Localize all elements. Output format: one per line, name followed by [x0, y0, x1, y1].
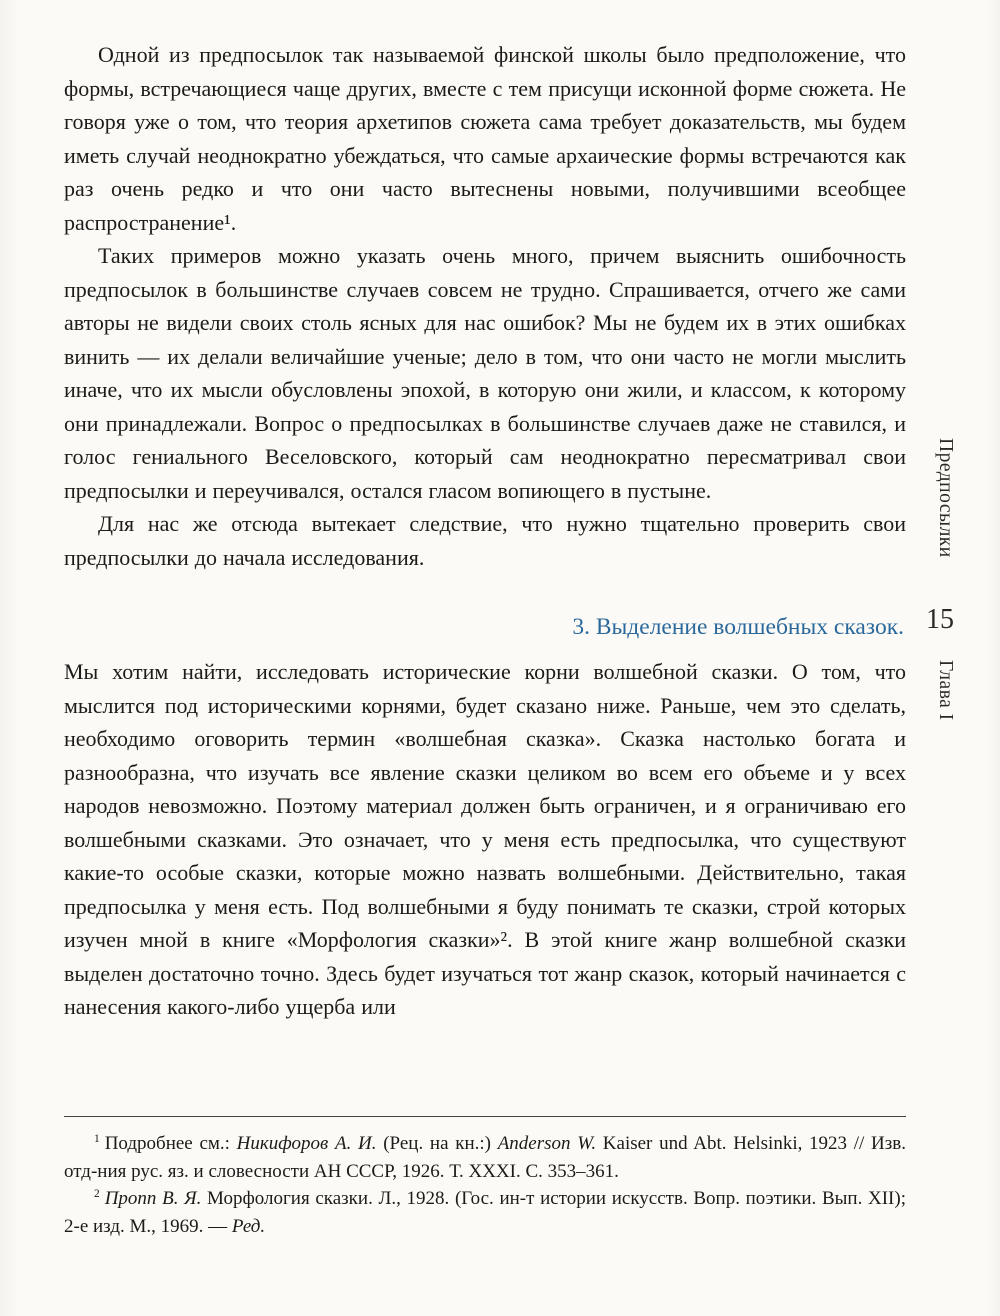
right-margin-column [920, 0, 984, 1316]
footnote-1-run-5: Kaiser und Abt. Helsinki, 1923 // Изв. отд-ния рус. яз. и словесности АН СССР, 1926. Т. XXXI. С. 353–361. [64, 1133, 906, 1182]
footnote-1-run-2-author: Никифоров А. И. [236, 1133, 377, 1154]
footnote-2-run-1-author: Пропп В. Я. [104, 1188, 202, 1209]
footnotes-block [64, 1116, 906, 1240]
footnote-1 [64, 1130, 906, 1185]
footnote-1-run-3: (Рец. на кн.:) [376, 1133, 498, 1154]
footnote-separator [64, 1116, 906, 1117]
running-header: Предпосылки [935, 438, 956, 558]
body-paragraph-4: Мы хотим найти, исследовать исторические корни волшебной сказки. О том, что мыслится под историческими корнями, будет сказано ниже. Раньше, чем это сделать, необходимо оговорить термин «волшебная сказка». Сказка настолько богата и разнообразна, что изучать все явление сказки целиком во всем его объеме и у всех народов невозможно. Поэтому материал должен быть ограничен, и я ограничиваю его волшебными сказками. Это означает, что у меня есть предпосылка, что существуют какие-то особые сказки, которые можно назвать волшебными. Действительно, такая предпосылка у меня есть. Под волшебными я буду понимать те сказки, строй которых изучен мной в книге «Морфология сказки»². В этой книге жанр волшебной сказки выделен достаточно точно. Здесь будет изучаться тот жанр сказок, который начинается с нанесения какого-либо ущерба или [64, 659, 906, 1019]
body-paragraph-2: Таких примеров можно указать очень много, причем выяснить ошибочность предпосылок в большинстве случаев совсем не трудно. Спрашивается, отчего же сами авторы не видели своих столь ясных для нас ошибок? Мы не будем их в этих ошибках винить — их делали величайшие ученые; дело в том, что они часто не могли мыслить иначе, что их мысли обусловлены эпохой, в которую они жили, и классом, к которому они принадлежали. Вопрос о предпосылках в большинстве случаев даже не ставился, и голос гениального Веселовского, который сам неоднократно пересматривал свои предпосылки и переучивался, остался гласом вопиющего в пустыне. [64, 243, 906, 503]
chapter-label: Глава I [935, 660, 956, 721]
footnote-2 [64, 1185, 906, 1240]
main-text-column [64, 38, 906, 1024]
footnote-2-marker: 2 [94, 1187, 100, 1200]
footnote-2-run-2: Морфология сказки. Л., 1928. (Гос. ин-т истории искусств. Вопр. поэтики. Вып. XII); 2-е изд. М., 1969. — [64, 1188, 906, 1237]
footnote-1-marker: 1 [94, 1132, 100, 1145]
body-paragraph-1: Одной из предпосылок так называемой финской школы было предположение, что формы, встречающиеся чаще других, вместе с тем присущи исконной форме сюжета. Не говоря уже о том, что теория архетипов сюжета сама требует доказательств, мы будем иметь случай неоднократно убеждаться, что самые архаические формы встречаются как раз очень редко и что они часто вытеснены новыми, получившими всеобщее распространение¹. [64, 42, 906, 235]
footnote-1-run-4-author: Anderson W. [497, 1133, 597, 1154]
footnote-1-run-1: Подробнее см.: [104, 1133, 237, 1154]
body-paragraph-3: Для нас же отсюда вытекает следствие, что нужно тщательно проверить свои предпосылки до начала исследования. [64, 511, 906, 570]
footnote-2-run-3-editor: Ред. [231, 1215, 266, 1237]
section-heading: 3. Выделение волшебных сказок. [572, 614, 904, 640]
page-number: 15 [926, 604, 954, 635]
